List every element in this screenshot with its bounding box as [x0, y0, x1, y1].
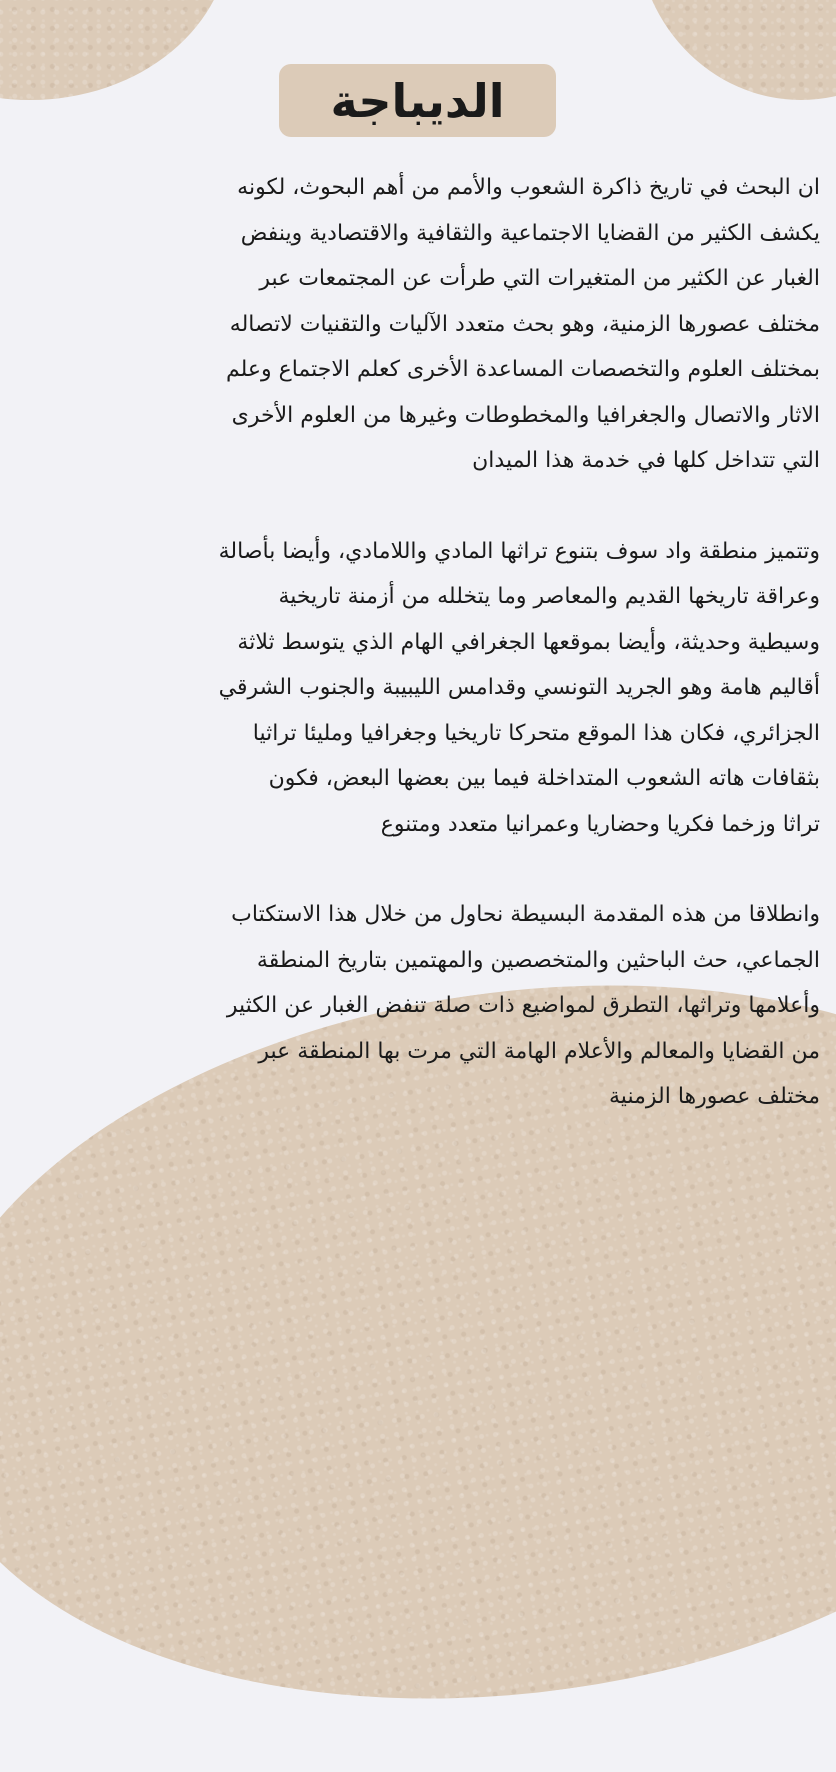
text-line: الغبار عن الكثير من المتغيرات التي طرأت عن المجتمعات عبر	[259, 266, 820, 291]
paragraph-1	[12, 165, 820, 484]
paragraph-3	[12, 892, 820, 1120]
text-line: الجزائري، فكان هذا الموقع متحركا تاريخيا وجغرافيا ومليئا تراثيا	[252, 720, 820, 746]
text-line: وأعلامها وتراثها، التطرق لمواضيع ذات صلة تنفض الغبار عن الكثير	[226, 993, 820, 1018]
title-box	[279, 64, 556, 137]
page-title: الديباجة	[330, 73, 505, 128]
text-line: مختلف عصورها الزمنية	[609, 1084, 820, 1109]
text-line: تراثا وزخما فكريا وحضاريا وعمرانيا متعدد ومتنوع	[380, 811, 820, 837]
paragraph-2	[12, 529, 820, 848]
text-line: وعراقة تاريخها القديم والمعاصر وما يتخلله من أزمنة تاريخية	[278, 584, 820, 609]
text-line: التي تتداخل كلها في خدمة هذا الميدان	[472, 448, 820, 473]
text-line: أقاليم هامة وهو الجريد التونسي وقدامس الليبيبة والجنوب الشرقي	[218, 675, 820, 700]
text-line: الجماعي، حث الباحثين والمتخصصين والمهتمين بتاريخ المنطقة	[256, 947, 820, 973]
text-line: بثقافات هاته الشعوب المتداخلة فيما بين بعضها البعض، فكون	[268, 766, 820, 791]
text-line: بمختلف العلوم والتخصصات المساعدة الأخرى كعلم الاجتماع وعلم	[225, 357, 820, 382]
text-line: وسيطية وحديثة، وأيضا بموقعها الجغرافي الهام الذي يتوسط ثلاثة	[237, 629, 820, 655]
document-body	[12, 165, 820, 1120]
text-line: ان البحث في تاريخ ذاكرة الشعوب والأمم من أهم البحوث، لكونه	[237, 175, 820, 200]
text-line: من القضايا والمعالم والأعلام الهامة التي مرت بها المنطقة عبر	[258, 1038, 820, 1064]
text-line: يكشف الكثير من القضايا الاجتماعية والثقافية والاقتصادية وينفض	[240, 220, 820, 246]
text-line: وانطلاقا من هذه المقدمة البسيطة نحاول من خلال هذا الاستكتاب	[231, 902, 820, 927]
text-line: الاثار والاتصال والجغرافيا والمخطوطات وغيرها من العلوم الأخرى	[231, 402, 820, 428]
text-line: مختلف عصورها الزمنية، وهو بحث متعدد الآليات والتقنيات لاتصاله	[229, 311, 820, 337]
text-line: وتتميز منطقة واد سوف بتنوع تراثها المادي واللامادي، وأيضا بأصالة	[218, 538, 820, 564]
